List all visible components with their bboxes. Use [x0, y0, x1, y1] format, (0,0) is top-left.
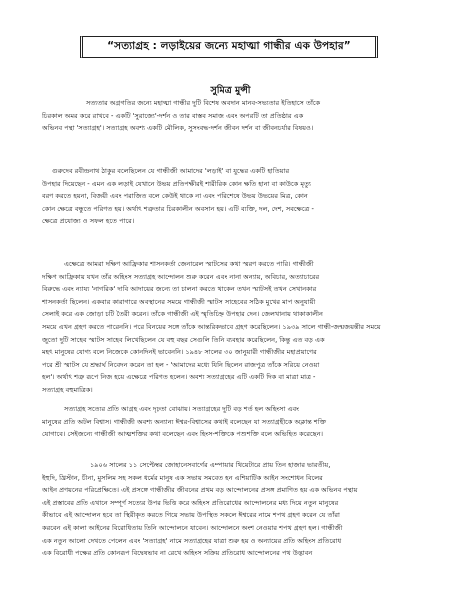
paragraph-4: [42, 403, 427, 441]
paragraph-3: [42, 258, 427, 397]
paragraph-line: শাসনকর্তা ছিলেন। একবার কারাগারে অবস্থানের সময়ে গান্ধীজী স্মাটস সাহেবের সঠিক মুখের মাপ অনুযায়ী: [42, 297, 316, 306]
paragraph-line: অভিনব পন্থা 'সত্যাগ্রহ'। সত্যাগ্রহ অবশ্য একটি মৌলিক, সুসংবদ্ধ-দর্শন জীবন দর্শন বা জীবনচর্যার বিষয়ও।: [42, 124, 314, 133]
title-box: [80, 36, 378, 58]
paragraph-line: যোগাবে। সেইজন্যে গান্ধীজী আত্মশক্তির কথা বলেছেন এবং হিংস-শক্তিকে পশুশক্তি বলে অভিহিত করেছেন।: [42, 430, 323, 439]
paragraph-line: এক নতুন আলো দেখতে পেলেন এবং 'সত্যাগ্রহ' নামে সত্যাগ্রহের যাত্রা শুরু হয় ও অন্যায়ের প্রতি অহিংস প্রতিরোধ: [42, 536, 342, 545]
paragraph-line: ক্ষেত্রে প্রযোজ্য ও সফল হতে পারে।: [42, 217, 135, 226]
paragraph-line: সেলাই করে এক জোড়া চটি তৈরী করেন। তাঁকে গান্ধীজী এই স্মৃতিচিহ্ন উপহার দেন। জেলখানায় থাকাকালীন: [42, 310, 323, 319]
paragraph-line: হল'। অর্থাৎ শত্রু রূপে নিজ হয়ে এক্ষেত্রে পরিণত হলেন। অবশ্য সত্যাগ্রহের এটি একটি দিক বা মাত্রা মাত্র -: [42, 373, 316, 382]
paragraph-line: চিরকাল অমর করে রাখবে - একটি 'সুরাজ্যে'-দর্শন ও তার বাস্তব সমাজ এবং অপরটি তা প্রতিষ্ঠার এক: [42, 111, 304, 120]
paragraph-line: এক বিরোধী পক্ষের প্রতি কোনরূপ বিদ্বেষভাব না রেখে অহিংস সক্রিয় প্রতিরোধ আন্দোলনের পথ উদ্ভাবন: [42, 549, 313, 558]
paragraph-2: [42, 165, 427, 228]
paragraph-line: বরণ করতে হয়না, বিজয়ী এবং পরাজিত বলে কেউই থাকে না এবং পরিশেষে উভয় উভয়ের মিত্র, কোন: [42, 192, 308, 201]
paragraph-line: পরে শ্রী স্মাটস যে শ্রদ্ধার্ঘ নিবেদন করেন তা হল - 'আমাদের মধ্যে যিনি ছিলেন রাজপুত্র তাঁকে সরিয়ে নেওয়া: [42, 360, 320, 369]
paragraph-line: দক্ষিণ আফ্রিকায় যখন তাঁর অহিংস সত্যাগ্রহ আন্দোলন শুরু করেন এবং নানা অন্যায়, অবিচার, অত্যাচারের: [42, 272, 320, 281]
paragraph-line: মানুষের প্রতি অটল বিশ্বাস। গান্ধীজী অবশ্য অন্যান্য ঈশ্বর-বিশ্বাসের কথাই বলেছেন যা সত্যাগ্রহীকে অক্লান্ত শক্তি: [42, 417, 327, 426]
author-name: সুমিত্র মুন্সী: [210, 85, 251, 96]
paragraph-line: করবেন এই কালা আইনের বিরোধিতায় তিনি আন্দোলনে যাবেন। আন্দোলনে অংশ নেওয়ার শপথ গ্রহণ হল। গান্ধীজী: [42, 523, 343, 532]
document-title: “সত্যাগ্রহ : লড়াইয়ের জন্যে মহাত্মা গান্ধীর এক উপহার”: [107, 39, 351, 52]
paragraph-line: সত্যতার অগ্রগতির জন্যে মহাত্মা গান্ধীর দুটি বিশেষ অবদান মানব-সভ্যতার ইতিহাসে তাঁকে: [86, 99, 321, 107]
paragraph-1: [42, 97, 427, 135]
paragraph-line: সত্যাগ্রহ সত্যের প্রতি আগ্রহ এবং দৃঢ়তা বোঝায়। সত্যাগ্রহের দুটি বড় শর্ত হল অহিংসা এবং: [64, 405, 300, 413]
paragraph-line: এক্ষেত্রে আমরা দক্ষিণ আফ্রিকার শাসনকর্তা জেনারেল স্মাটসের কথা স্মরণ করতে পারি। গান্ধীজী: [64, 260, 314, 268]
paragraph-line: কোন ক্ষেত্রে বন্ধুতে পরিণত হয়। অর্থাৎ শত্রুতার চিরকালীন অবসান হয়। এটি ব্যক্তি, দল, দেশ, সবক্ষেত্রে -: [42, 204, 314, 213]
paragraph-line: উপহার দিয়েছেন - এমন এক লড়াই যেখানে উভয় প্রতিপক্ষীরই শারীরিক কোন ক্ষতি হানা বা কাউকে মৃত্যু: [42, 179, 311, 188]
paragraph-line: জুতো দুটি সাহেব স্মাটস সাহেব লিখেছিলেন যে বহু বছর সেগুলি তিনি ব্যবহার করেছিলেন, কিন্তু এত বড় এক: [42, 335, 325, 344]
paragraph-line: ইহুদি, খ্রিস্টান, চীনা, মুসলিম সহ সকল ধর্মের মানুষ এক সভায় সমবেত হন এশিয়াটিক আইন সংশোধন বিলের: [42, 473, 323, 482]
paragraph-line: সত্যাগ্রহ বহুমাত্রিক।: [42, 385, 93, 394]
paragraph-line: সময়ে এখন গ্রহণ করতে পারেননি। পরে বিনয়ের সঙ্গে তাঁকে আন্তরিকভাবে গ্রহণ করেছিলেন। ১৯৩৯ সালে গান্ধী-জন্মজয়ন্তীর সময়ে: [42, 322, 381, 331]
paragraph-line: গুরুদেব রবীন্দ্রনাথ ঠাকুর বলেছিলেন যে গান্ধীজী আমাদের 'লড়াই' বা যুদ্ধের একটি হাতিয়ার: [52, 167, 290, 175]
paragraph-line: এই প্রস্তাবের প্রতি এখানে সম্পূর্ণ সত্যের উপর ভিত্তি করে অহিংস প্রতিরোধের আন্দোলনের মধ্য দিয়ে নতুন মানুষের: [42, 498, 339, 507]
paragraph-line: মহৎ মানুষের যোগ্য বলে নিজেকে কোনদিনই ভাবেননি। ১৯৪৮ সালের ৩০ জানুয়ারী গান্ধীজীর মহাপ্রয়াণের: [42, 348, 317, 357]
paragraph-line: বিরুদ্ধে এবং ন্যায্য 'নাগরিক' দাবি আদায়ের জন্যে তা চালনা করতে থাকেন তখন স্মাটসই তখন সেখানকার: [42, 285, 317, 294]
paragraph-line: কীভাবে এই আন্দোলন হবে তা স্থিরীকৃত করতে গিয়ে সভায় উপস্থিত সকলে ঈশ্বরের নামে শপথ গ্রহণ করেন যে তাঁরা: [42, 511, 340, 520]
paragraph-5: [42, 459, 427, 560]
paragraph-line: আইন প্রণয়নের পরিপ্রেক্ষিতে। এই প্রসঙ্গে গান্ধীজীর জীবনের প্রথম বড় আন্দোলনের প্রসঙ্গ প্রমাণিত হয় এক অভিনব পন্থায়: [42, 486, 358, 495]
paragraph-line: ১৯০৬ সালের ১১ সেপ্টেম্বর জোহানেসবার্গের এম্পায়ার থিয়েটারে প্রায় তিন হাজার ভারতীয়,: [90, 461, 331, 469]
